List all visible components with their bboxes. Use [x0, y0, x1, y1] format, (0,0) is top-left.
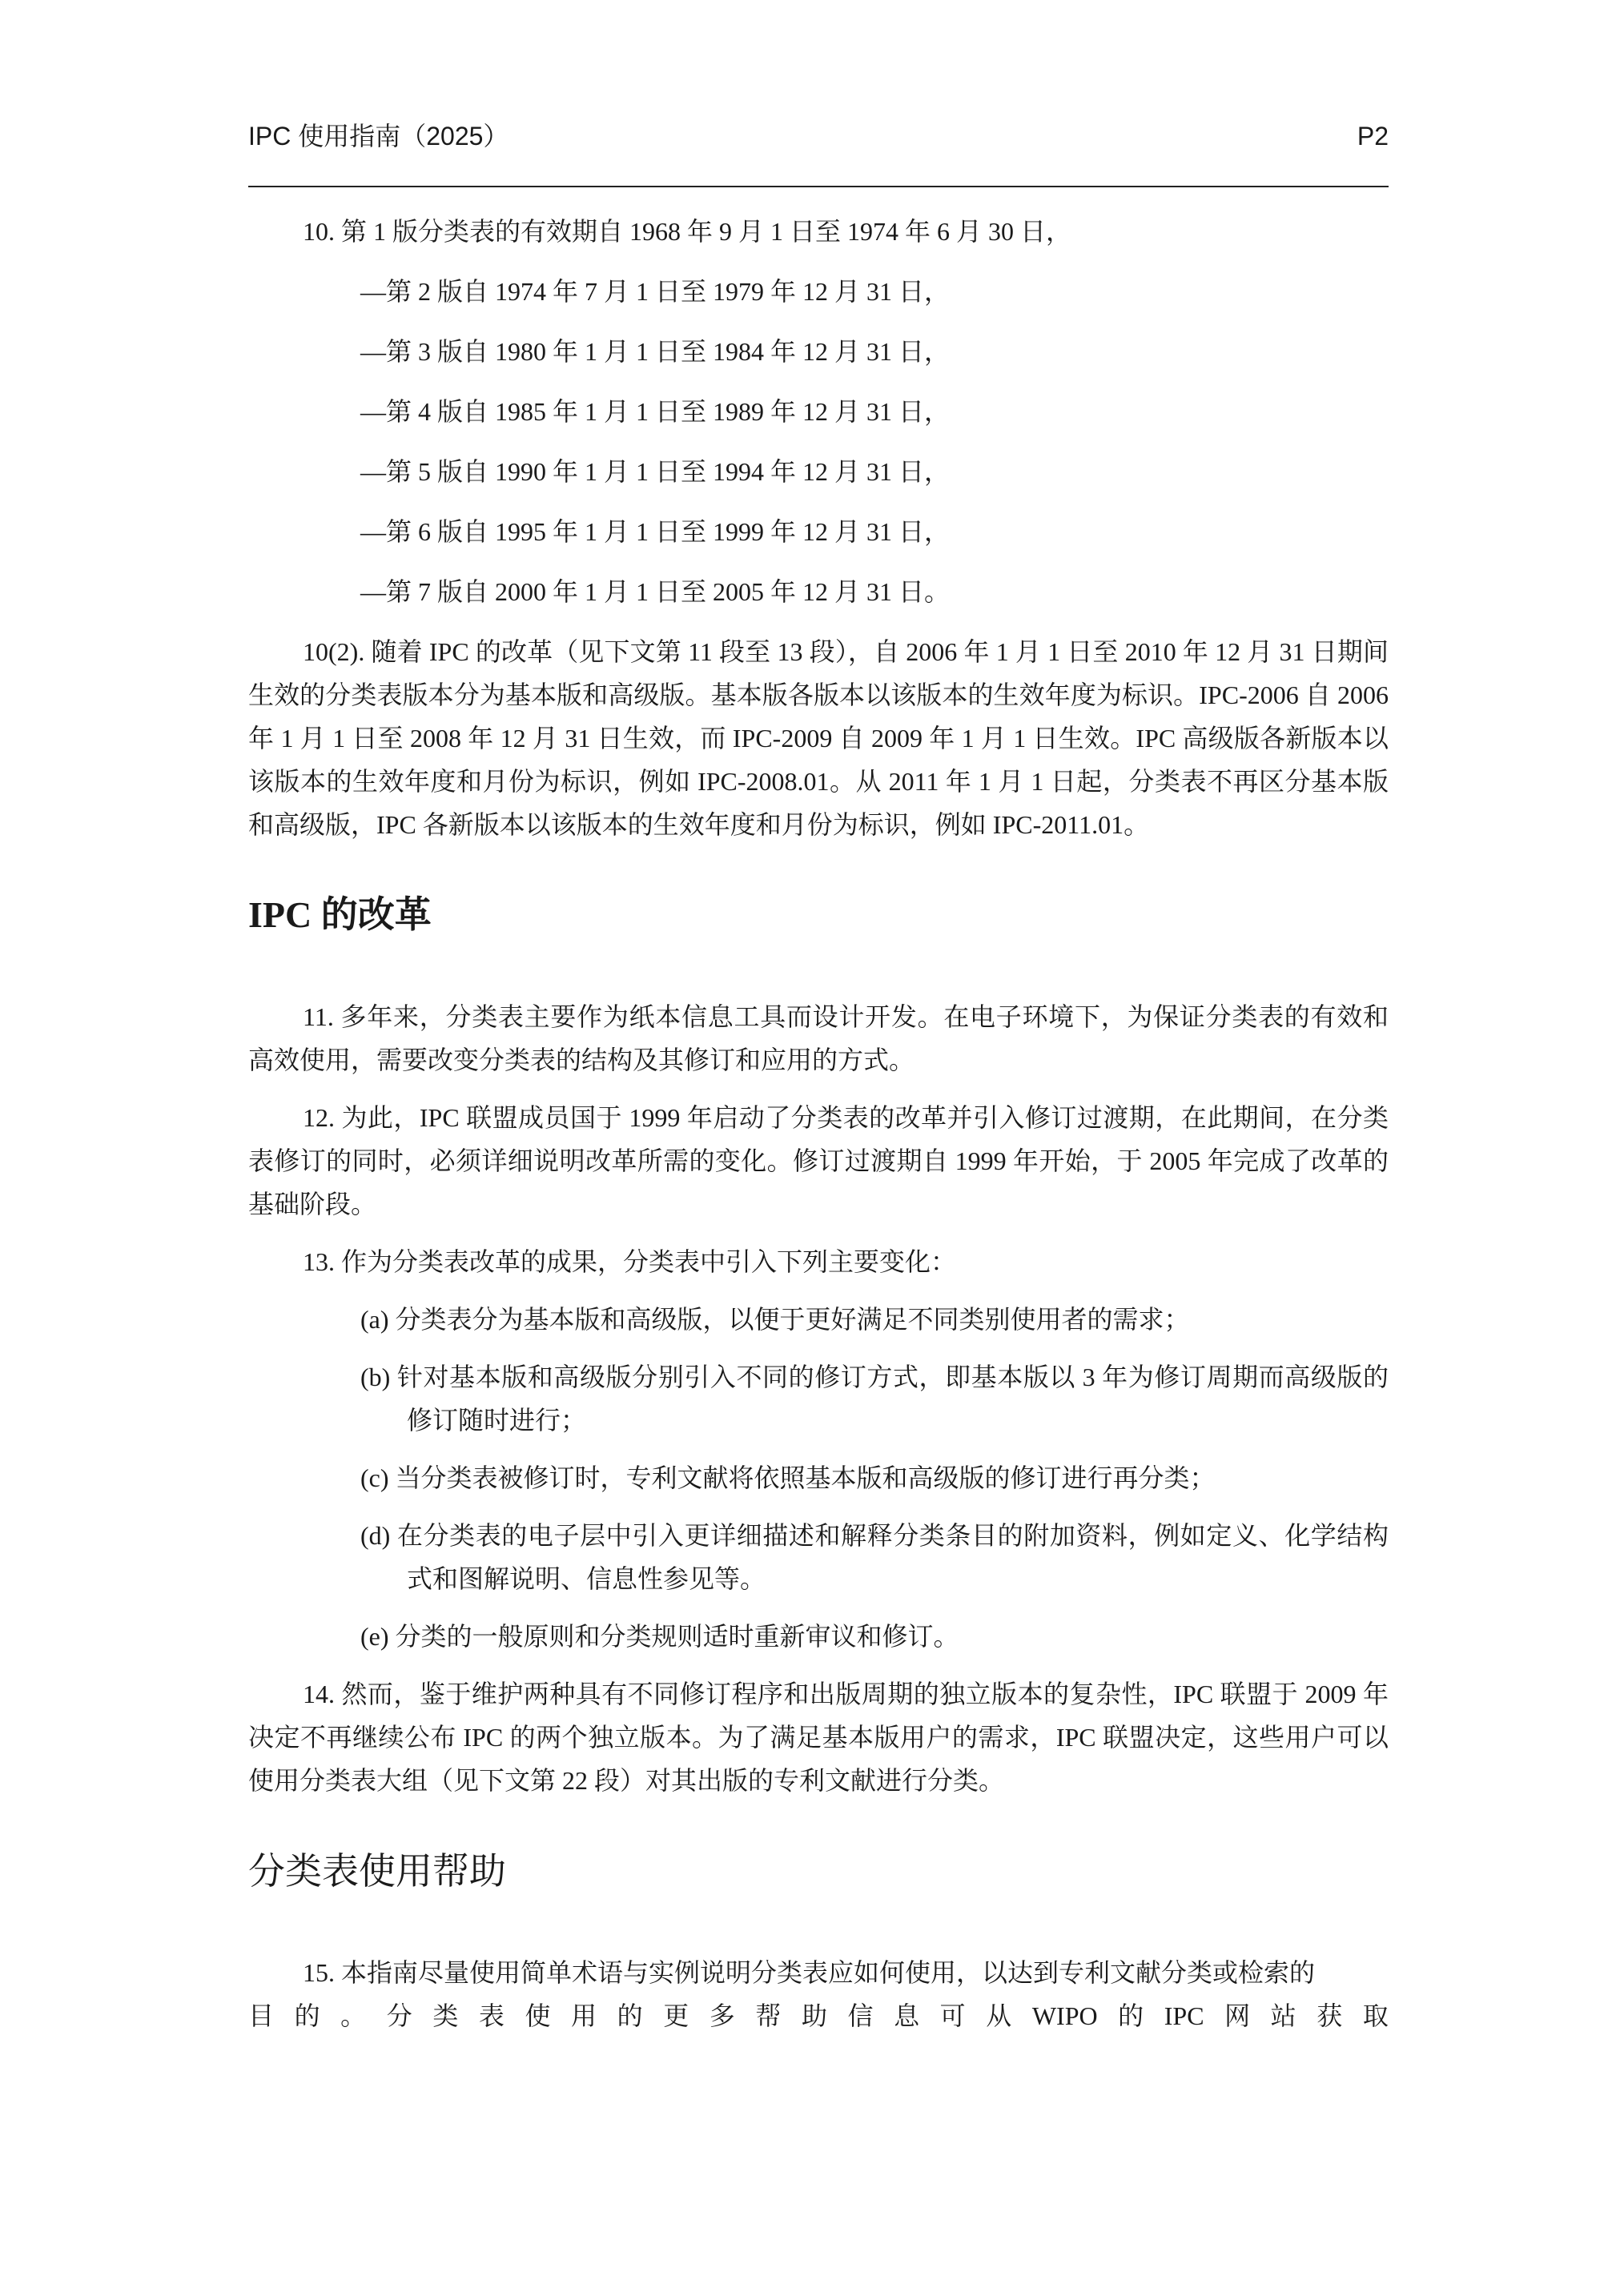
paragraph-10: 10. 第 1 版分类表的有效期自 1968 年 9 月 1 日至 1974 年 6 月 30 日， [303, 217, 1072, 246]
version-line: —第 6 版自 1995 年 1 月 1 日至 1999 年 12 月 31 日， [360, 517, 951, 546]
line-token: 从 [986, 2001, 1012, 2030]
paragraph-14: 14. 然而，鉴于维护两种具有不同修订程序和出版周期的独立版本的复杂性，IPC 联盟于 2009 年决定不再继续公布 IPC 的两个独立版本。为了满足基本版用户的需求，IPC 联盟决定，这些用户可以使用分类表大组（见下文第 22 段）对其出版的专利文献进行分类。 [248, 1680, 1389, 1795]
line-token: 站 [1270, 2001, 1296, 2030]
header-divider [248, 186, 1389, 187]
line-token: 更 [663, 2001, 689, 2030]
line-token: 获 [1316, 2001, 1343, 2030]
list-item-a: (a) 分类表分为基本版和高级版，以便于更好满足不同类别使用者的需求； [360, 1305, 1190, 1334]
line-token: IPC [1164, 2001, 1204, 2030]
line-token: WIPO [1031, 2001, 1098, 2030]
version-line: —第 5 版自 1990 年 1 月 1 日至 1994 年 12 月 31 日， [360, 457, 951, 486]
line-token: 使 [525, 2001, 551, 2030]
line-token: 的 [1118, 2001, 1144, 2030]
line-token: 助 [801, 2001, 827, 2030]
line-token: 的 [617, 2001, 643, 2030]
page-number: P2 [1357, 122, 1389, 151]
list-item-d: (d) 在分类表的电子层中引入更详细描述和解释分类条目的附加资料，例如定义、化学结构式和图解说明、信息性参见等。 [360, 1521, 1389, 1593]
line-token: 帮 [755, 2001, 782, 2030]
page-header [248, 112, 1389, 160]
line-token: 可 [939, 2001, 966, 2030]
line-token: 分 [386, 2001, 412, 2030]
version-line: —第 7 版自 2000 年 1 月 1 日至 2005 年 12 月 31 日。 [360, 577, 951, 606]
paragraph-12: 12. 为此，IPC 联盟成员国于 1999 年启动了分类表的改革并引入修订过渡期，在此期间，在分类表修订的同时，必须详细说明改革所需的变化。修订过渡期自 1999 年开始，于 2005 年完成了改革的基础阶段。 [248, 1103, 1389, 1218]
line-token: 多 [709, 2001, 735, 2030]
line-token: 类 [432, 2001, 459, 2030]
paragraph-15-line-1: 15. 本指南尽量使用简单术语与实例说明分类表应如何使用，以达到专利文献分类或检索的 [303, 1958, 1316, 1987]
version-line: —第 3 版自 1980 年 1 月 1 日至 1984 年 12 月 31 日， [360, 337, 951, 366]
line-token: 的 [294, 2001, 320, 2030]
paragraph-13: 13. 作为分类表改革的成果，分类表中引入下列主要变化： [303, 1247, 957, 1276]
version-line: —第 4 版自 1985 年 1 月 1 日至 1989 年 12 月 31 日， [360, 397, 951, 426]
line-token: 表 [478, 2001, 504, 2030]
line-token: 用 [571, 2001, 597, 2030]
line-token: 。 [340, 2001, 367, 2030]
list-item-c: (c) 当分类表被修订时，专利文献将依照基本版和高级版的修订进行再分类； [360, 1463, 1216, 1492]
line-token: 息 [894, 2001, 920, 2030]
list-item-e: (e) 分类的一般原则和分类规则适时重新审议和修订。 [360, 1622, 959, 1651]
line-token: 目 [248, 2001, 275, 2030]
version-line: —第 2 版自 1974 年 7 月 1 日至 1979 年 12 月 31 日， [360, 277, 951, 306]
section-heading-help: 分类表使用帮助 [248, 1849, 506, 1893]
line-token: 网 [1224, 2001, 1251, 2030]
paragraph-15-line-2 [248, 1994, 1389, 2037]
line-token: 取 [1362, 2001, 1389, 2030]
paragraph-11: 11. 多年来，分类表主要作为纸本信息工具而设计开发。在电子环境下，为保证分类表的有效和高效使用，需要改变分类表的结构及其修订和应用的方式。 [248, 1002, 1389, 1074]
document-body [248, 210, 1389, 2037]
list-item-b: (b) 针对基本版和高级版分别引入不同的修订方式，即基本版以 3 年为修订周期而高级版的修订随时进行； [360, 1363, 1389, 1435]
section-heading-reform: IPC 的改革 [248, 894, 432, 935]
paragraph-10-2: 10(2). 随着 IPC 的改革（见下文第 11 段至 13 段），自 2006 年 1 月 1 日至 2010 年 12 月 31 日期间生效的分类表版本分为基本版和高级版。基本版各版本以该版本的生效年度为标识。IPC-2006 自 2006 年 1 月 1 日至 2008 年 12 月 31 日生效，而 IPC-2009 自 2009 年 1 月 1 日生效。IPC 高级版各新版本以该版本的生效年度和月份为标识，例如 IPC-2008.01。从 2011 年 1 月 1 日起，分类表不再区分基本版和高级版，IPC 各新版本以该版本的生效年度和月份为标识，例如 IPC-2011.01。 [248, 637, 1389, 839]
line-token: 信 [847, 2001, 874, 2030]
header-title: IPC 使用指南（2025） [248, 122, 509, 151]
